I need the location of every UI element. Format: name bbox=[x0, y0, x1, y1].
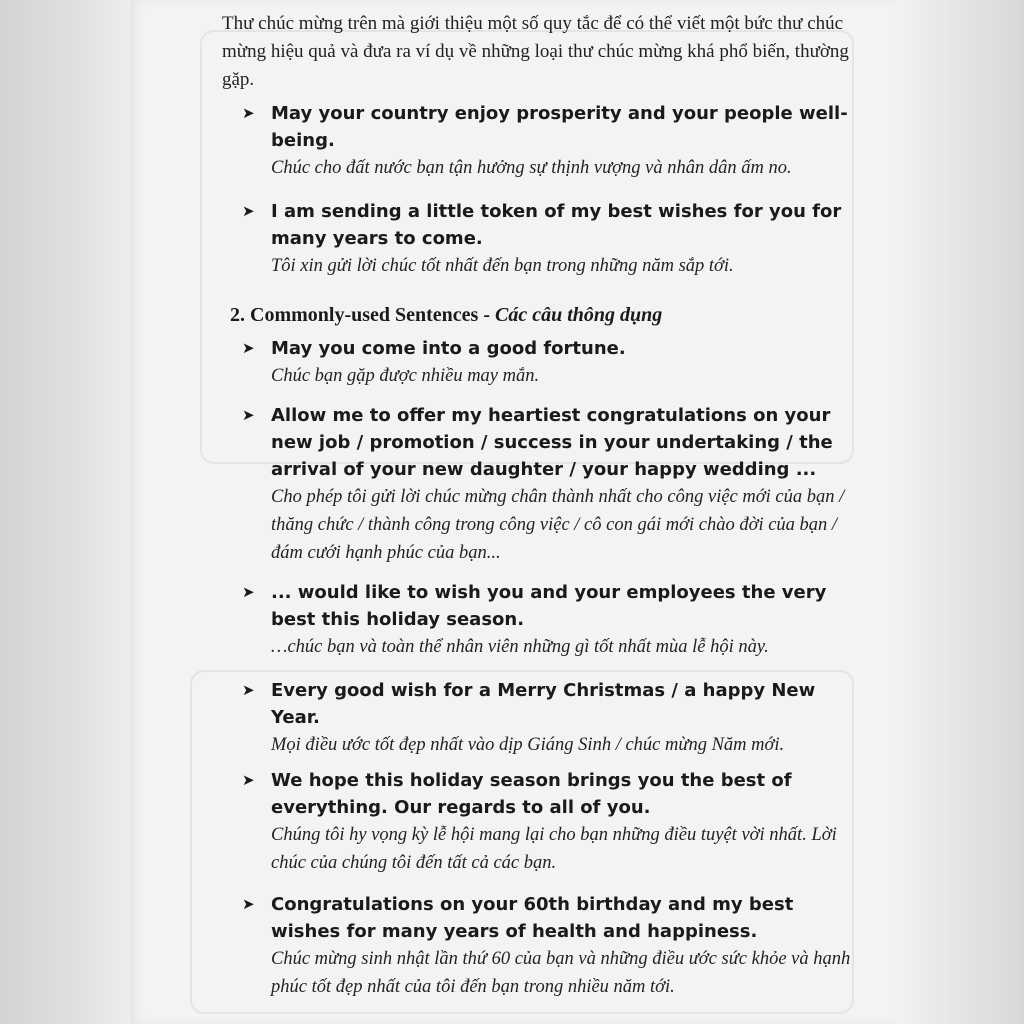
vietnamese-translation: Mọi điều ước tốt đẹp nhất vào dịp Giáng Sinh / chúc mừng Năm mới. bbox=[271, 735, 785, 755]
list-item bbox=[208, 767, 862, 877]
vietnamese-translation: …chúc bạn và toàn thể nhân viên những gì tốt nhất mùa lễ hội này. bbox=[271, 637, 769, 657]
list-item bbox=[208, 579, 862, 661]
section-title-en: 2. Commonly-used Sentences bbox=[230, 304, 479, 326]
section-heading bbox=[230, 304, 862, 327]
arrow-bullet-icon: ➤ bbox=[242, 406, 255, 424]
arrow-bullet-icon: ➤ bbox=[242, 681, 255, 699]
english-sentence: May you come into a good fortune. bbox=[271, 338, 626, 359]
list-item bbox=[208, 335, 862, 390]
vietnamese-translation: Chúc cho đất nước bạn tận hưởng sự thịnh vượng và nhân dân ấm no. bbox=[271, 158, 792, 178]
english-sentence: May your country enjoy prosperity and your people well-being. bbox=[271, 103, 848, 151]
english-sentence: Every good wish for a Merry Christmas / a happy New Year. bbox=[271, 680, 816, 728]
arrow-bullet-icon: ➤ bbox=[242, 583, 255, 601]
english-sentence: I am sending a little token of my best wishes for you for many years to come. bbox=[271, 201, 842, 249]
section-title-vi: Các câu thông dụng bbox=[495, 304, 663, 326]
arrow-bullet-icon: ➤ bbox=[242, 104, 255, 122]
english-sentence: Congratulations on your 60th birthday and my best wishes for many years of health and happiness. bbox=[271, 894, 794, 942]
english-sentence: Allow me to offer my heartiest congratulations on your new job / promotion / success in your undertaking / the arrival of your new daughter / your happy wedding ... bbox=[271, 405, 833, 480]
right-page-edge bbox=[894, 0, 1024, 1024]
left-page-edge bbox=[0, 0, 138, 1024]
list-item bbox=[208, 677, 862, 759]
vietnamese-translation: Chúc bạn gặp được nhiều may mắn. bbox=[271, 366, 540, 386]
section-separator: - bbox=[478, 304, 496, 326]
arrow-bullet-icon: ➤ bbox=[242, 895, 255, 913]
page-content bbox=[208, 10, 862, 1001]
vietnamese-translation: Tôi xin gửi lời chúc tốt nhất đến bạn trong những năm sắp tới. bbox=[271, 256, 734, 276]
list-item bbox=[208, 198, 862, 280]
english-sentence: ... would like to wish you and your employees the very best this holiday season. bbox=[271, 582, 827, 630]
vietnamese-translation: Cho phép tôi gửi lời chúc mừng chân thành nhất cho công việc mới của bạn / thăng chức / thành công trong công việc / cô con gái mới chào đời của bạn / đám cưới hạnh phúc của bạn... bbox=[271, 487, 845, 563]
arrow-bullet-icon: ➤ bbox=[242, 771, 255, 789]
vietnamese-translation: Chúng tôi hy vọng kỳ lễ hội mang lại cho bạn những điều tuyệt vời nhất. Lời chúc của chúng tôi đến tất cả các bạn. bbox=[271, 825, 837, 873]
vietnamese-translation: Chúc mừng sinh nhật lần thứ 60 của bạn và những điều ước sức khỏe và hạnh phúc tốt đẹp nhất của tôi đến bạn trong nhiều năm tới. bbox=[271, 949, 851, 997]
list-item bbox=[208, 891, 862, 1001]
list-item bbox=[208, 100, 862, 182]
arrow-bullet-icon: ➤ bbox=[242, 339, 255, 357]
list-item bbox=[208, 402, 862, 567]
english-sentence: We hope this holiday season brings you the best of everything. Our regards to all of you. bbox=[271, 770, 792, 818]
intro-paragraph: Thư chúc mừng trên mà giới thiệu một số quy tắc để có thể viết một bức thư chúc mừng hiệu quả và đưa ra ví dụ về những loại thư chúc mừng khá phổ biến, thường gặp. bbox=[222, 13, 849, 90]
arrow-bullet-icon: ➤ bbox=[242, 202, 255, 220]
